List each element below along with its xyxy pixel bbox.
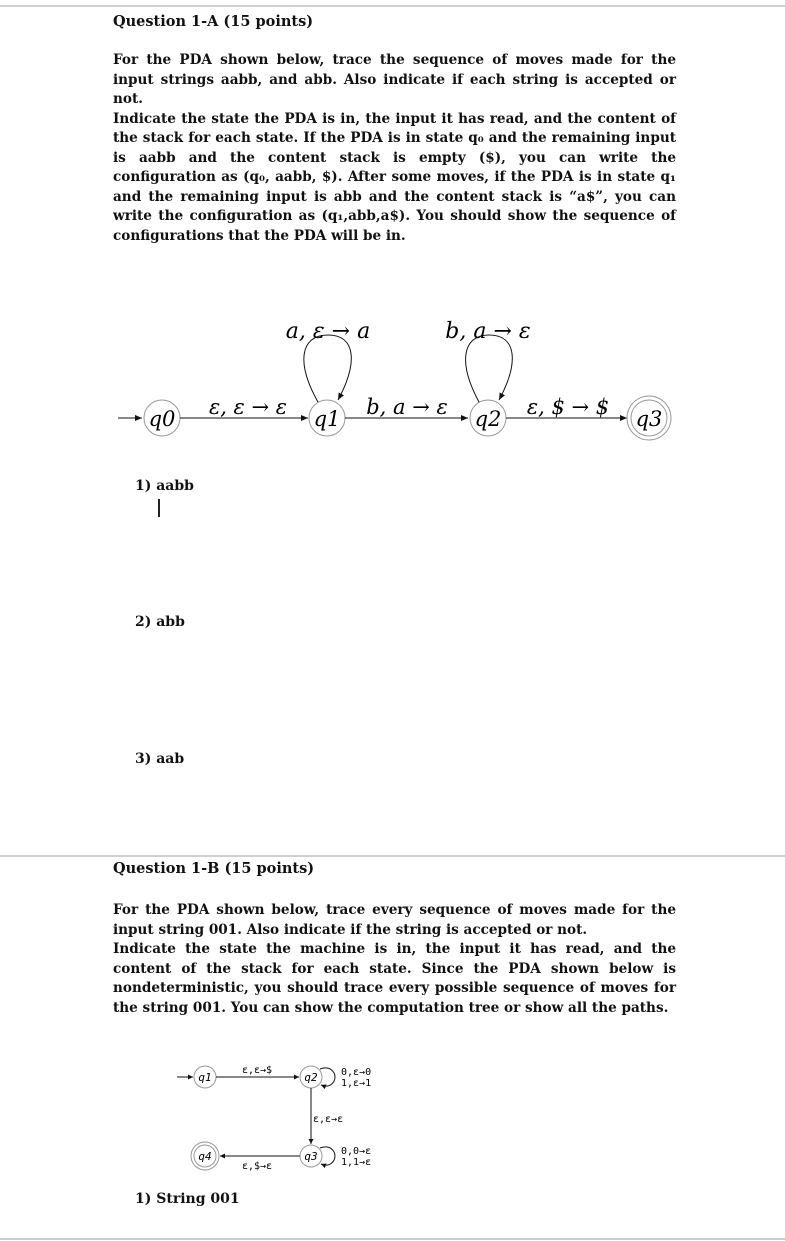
question-1a-text <box>113 51 676 246</box>
edge-b-q3-q4-label: ε,$→ε <box>241 1161 273 1172</box>
loop-q2 <box>466 335 513 402</box>
pda-diagram-1b <box>165 1045 465 1185</box>
question-1a-item-1: 1) aabb <box>135 478 194 494</box>
edge-q0-q1-label: ε, ε → ε <box>208 395 288 419</box>
edge-b-q2-q3-label: ε,ε→ε <box>313 1114 344 1125</box>
edge-q2-q3-label: ε, $ → $ <box>526 395 610 419</box>
loop-q1 <box>304 335 351 402</box>
loop-b-q3-label-b: 1,1→ε <box>341 1157 372 1168</box>
state-b-q1-label: q1 <box>198 1071 212 1084</box>
state-q0-label: q0 <box>148 407 176 431</box>
loop-b-q2-label-a: 0,ε→0 <box>341 1067 372 1078</box>
state-b-q3-label: q3 <box>304 1150 318 1163</box>
pda-diagram-1a <box>0 305 785 445</box>
bottom-divider <box>0 1238 785 1240</box>
question-1a-title: Question 1-A (15 points) <box>113 13 314 30</box>
question-1b-paragraph-1: For the PDA shown below, trace every sequence of moves made for the input string 001. Also indicate if the string is accepted or not. <box>113 902 676 938</box>
loop-b-q2-label-b: 1,ε→1 <box>341 1078 372 1089</box>
question-1a-item-3: 3) aab <box>135 751 185 767</box>
state-q2-label: q2 <box>474 407 502 431</box>
loop-b-q3-label-a: 0,0→ε <box>341 1146 372 1157</box>
state-b-q2-label: q2 <box>304 1071 318 1084</box>
loop-q1-label: a, ε → a <box>285 319 371 344</box>
question-1a-paragraph-2: Indicate the state the PDA is in, the input it has read, and the content of the stack for each state. If the PDA is in state q₀ and the remaining input is aabb and the content stack is empty ($), you can write the configuration as (q₀, aabb, $). After some moves, if the PDA is in state q₁ and the remaining input is abb and the content stack is “a$”, you can write the configuration as (q₁,abb,a$). You should show the sequence of configurations that the PDA will be in. <box>113 110 676 244</box>
question-1a-paragraph-1: For the PDA shown below, trace the sequence of moves made for the input strings aabb, and abb. Also indicate if each string is accepted or not. <box>113 52 676 107</box>
question-1b-paragraph-2: Indicate the state the machine is in, the input it has read, and the content of the stack for each state. Since the PDA shown below is nondeterministic, you should trace every possible sequence of moves for the string 001. You can show the computation tree or show all the paths. <box>113 941 676 1016</box>
state-b-q4-label: q4 <box>198 1150 212 1163</box>
question-1b-title: Question 1-B (15 points) <box>113 860 315 877</box>
edge-q1-q2-label: b, a → ε <box>366 395 448 419</box>
section-divider <box>0 855 785 857</box>
question-1b-text <box>113 901 676 1018</box>
loop-q2-label: b, a → ε <box>445 319 531 344</box>
question-1a-item-2: 2) abb <box>135 614 185 630</box>
state-q3-label: q3 <box>635 407 663 431</box>
top-divider <box>0 5 785 7</box>
edge-b-q1-q2-label: ε,ε→$ <box>241 1065 273 1076</box>
question-1b-item-1: 1) String 001 <box>135 1191 240 1207</box>
text-cursor <box>158 499 160 517</box>
state-q1-label: q1 <box>313 407 341 431</box>
